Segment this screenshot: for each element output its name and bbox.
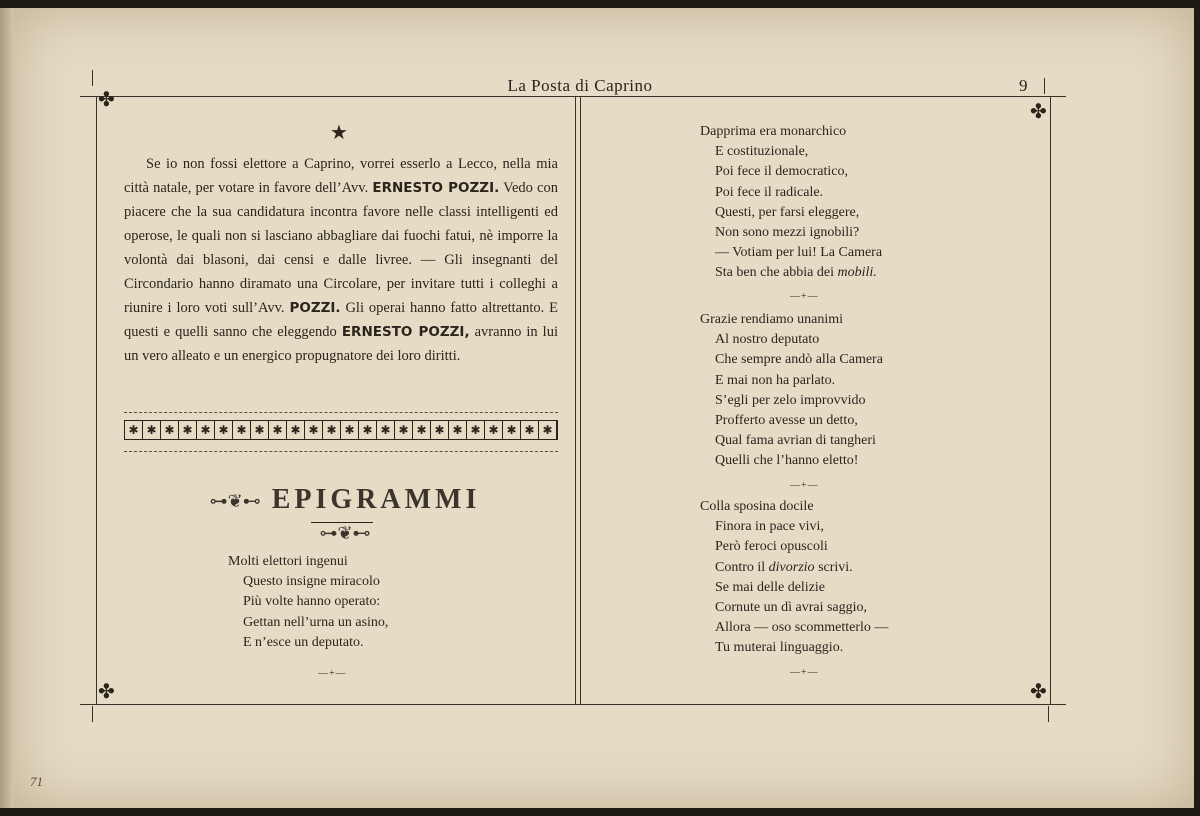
poem-line xyxy=(700,558,888,578)
poem-line: Profferto avesse un detto, xyxy=(715,413,858,429)
band-flower-icon: ✱ xyxy=(215,421,233,439)
band-flower-icon: ✱ xyxy=(125,421,143,439)
italic-word: mobili. xyxy=(837,265,877,281)
band-flower-icon: ✱ xyxy=(449,421,467,439)
poem-line xyxy=(700,263,882,283)
poem-line: Se mai delle delizie xyxy=(715,579,826,595)
flourish-right-icon: ⊶❦⊷ xyxy=(319,523,371,544)
poem-line: Poi fece il radicale. xyxy=(715,184,824,200)
section-title-text: EPIGRAMMI xyxy=(271,484,481,515)
poem-line: Cornute un dì avrai saggio, xyxy=(715,600,868,616)
candidate-name: ERNESTO POZZI, xyxy=(341,324,470,340)
poem-line: E n’esce un deputato. xyxy=(243,634,364,650)
band-flower-icon: ✱ xyxy=(143,421,161,439)
band-flower-icon: ✱ xyxy=(395,421,413,439)
epigram-right-3 xyxy=(700,497,888,659)
band-flower-icon: ✱ xyxy=(305,421,323,439)
margin-note: 71 xyxy=(30,774,43,789)
italic-word: divorzio xyxy=(768,559,815,575)
header-rule xyxy=(80,96,1066,97)
flourish-left-icon: ⊶❦⊷ xyxy=(209,491,261,512)
poem-line: — Votiam per lui! La Camera xyxy=(715,245,883,261)
epigram-right-2 xyxy=(700,310,883,472)
column-divider xyxy=(580,96,581,704)
poem-line: Al nostro deputato xyxy=(715,332,820,348)
band-flower-icon: ✱ xyxy=(287,421,305,439)
separator-ornament: —+— xyxy=(318,668,347,679)
poem-line: Qual fama avrian di tangheri xyxy=(715,433,876,449)
band-flower-icon: ✱ xyxy=(467,421,485,439)
column-divider xyxy=(575,96,576,704)
candidate-name: ERNESTO POZZI. xyxy=(372,180,500,196)
crop-mark xyxy=(92,706,93,722)
band-flower-icon: ✱ xyxy=(377,421,395,439)
poem-line: Questo insigne miracolo xyxy=(243,574,380,590)
paragraph-text: Vedo con piacere che la sua candidatura incontra favore nelle classi intelligenti ed operose, le quali non si lasciano abbagliare dai fuochi fatui, nè imporre la volontà dai blasoni, dai censi e dalle livree. — Gli insegnanti del Circondario hanno diramato una Circolare, per invitare tutti i colleghi a riunire i loro voti sull’Avv. xyxy=(124,180,558,316)
poem-line: Grazie rendiamo unanimi xyxy=(700,312,844,327)
poem-line: E costituzionale, xyxy=(715,144,809,160)
poem-line: Poi fece il democratico, xyxy=(715,164,848,180)
election-paragraph xyxy=(124,152,558,368)
separator-ornament: —+— xyxy=(790,667,819,678)
band-flower-icon: ✱ xyxy=(233,421,251,439)
band-flower-icon: ✱ xyxy=(539,421,557,439)
poem-line: Che sempre andò alla Camera xyxy=(715,352,883,368)
poem-line: S’egli per zelo improvvido xyxy=(715,392,866,408)
corner-ornament-icon: ✤ xyxy=(1030,101,1047,123)
band-flower-icon: ✱ xyxy=(485,421,503,439)
separator-ornament: —+— xyxy=(790,480,819,491)
band-flower-icon: ✱ xyxy=(431,421,449,439)
corner-ornament-icon: ✤ xyxy=(1030,681,1047,703)
epigram-left xyxy=(228,552,388,653)
band-flower-icon: ✱ xyxy=(161,421,179,439)
band-flower-icon: ✱ xyxy=(179,421,197,439)
band-flower-icon: ✱ xyxy=(251,421,269,439)
band-flower-icon: ✱ xyxy=(521,421,539,439)
poem-line: Quelli che l’hanno eletto! xyxy=(715,453,859,469)
paragraph-text: avranno in lui un vero alleato e un energico propugnatore dei loro diritti. xyxy=(124,324,558,364)
band-flower-icon: ✱ xyxy=(413,421,431,439)
poem-line: Finora in pace vivi, xyxy=(715,519,824,535)
paragraph-text: Gli operai hanno fatto altrettanto. E questi e quelli sanno che eleggendo xyxy=(124,300,558,340)
crop-mark xyxy=(1048,706,1049,722)
band-flower-icon: ✱ xyxy=(503,421,521,439)
band-flower-icon: ✱ xyxy=(359,421,377,439)
frame-left-border xyxy=(96,96,97,704)
paragraph-text: Se io non fossi elettore a Caprino, vorrei esserlo a Lecco, nella mia città natale, per votare in favore dell’Avv. xyxy=(124,156,558,196)
poem-line: Colla sposina docile xyxy=(700,499,814,514)
poem-line: Tu muterai linguaggio. xyxy=(715,640,844,656)
candidate-name: POZZI. xyxy=(289,300,341,316)
poem-line: Più volte hanno operato: xyxy=(243,594,381,610)
corner-ornament-icon: ✤ xyxy=(98,681,115,703)
poem-line-text: Contro il xyxy=(715,559,769,575)
poem-line: Non sono mezzi ignobili? xyxy=(715,225,860,241)
star-icon: ★ xyxy=(330,122,348,144)
section-title xyxy=(180,484,510,548)
poem-line: Molti elettori ingenui xyxy=(228,554,348,569)
poem-line: Dapprima era monarchico xyxy=(700,124,847,139)
footer-rule xyxy=(80,704,1066,705)
decorative-band xyxy=(124,412,558,452)
poem-line: E mai non ha parlato. xyxy=(715,372,836,388)
frame-right-border xyxy=(1050,96,1051,704)
crop-mark xyxy=(92,70,93,86)
poem-line: Gettan nell’urna un asino, xyxy=(243,614,389,630)
poem-line-text: scrivi. xyxy=(814,559,853,575)
band-flower-icon: ✱ xyxy=(341,421,359,439)
band-flower-icon: ✱ xyxy=(323,421,341,439)
page-spread xyxy=(14,8,1194,808)
poem-line: Però feroci opuscoli xyxy=(715,539,828,555)
page-number: 9 xyxy=(1019,76,1028,95)
band-flower-icon: ✱ xyxy=(197,421,215,439)
separator-ornament: —+— xyxy=(790,291,819,302)
band-flower-icon: ✱ xyxy=(269,421,287,439)
corner-ornament-icon: ✤ xyxy=(98,89,115,111)
crop-mark xyxy=(1044,78,1045,94)
poem-line: Allora — oso scommetterlo — xyxy=(715,620,889,636)
poem-line: Questi, per farsi eleggere, xyxy=(715,204,860,220)
poem-line-text: Sta ben che abbia dei xyxy=(715,265,838,281)
epigram-right-1 xyxy=(700,122,882,284)
title-underline xyxy=(311,522,373,523)
running-header-title: La Posta di Caprino xyxy=(507,76,653,95)
